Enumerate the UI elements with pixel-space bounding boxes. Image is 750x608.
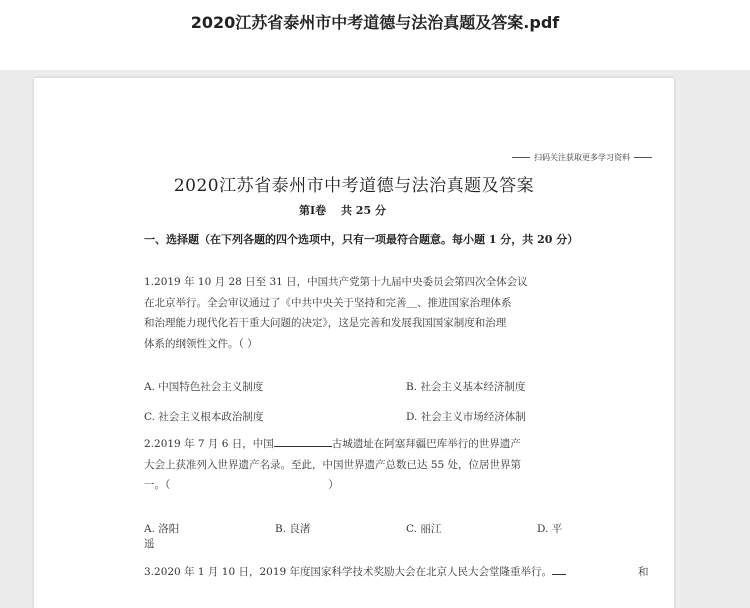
section-heading: 一、选择题（在下列各题的四个选项中，只有一项最符合题意。每小题 1 分，共 20 分） [144, 233, 579, 246]
pdf-page [34, 78, 674, 608]
header-banner [508, 152, 656, 163]
question-3-text: 和 [638, 566, 649, 578]
banner-text: 扫码关注获取更多学习资料 [534, 153, 630, 162]
q1-option-b: B. 社会主义基本经济制度 [406, 381, 526, 393]
question-3 [144, 562, 664, 583]
banner-dash-right [634, 157, 652, 158]
question-1-line: 体系的纲领性文件。（ ） [144, 337, 258, 350]
q1-option-a: A. 中国特色社会主义制度 [144, 381, 264, 393]
question-2-text: ） [328, 479, 339, 491]
answer-blank [552, 563, 566, 575]
question-3-line [144, 562, 664, 583]
volume-heading: 第Ⅰ卷 共 25 分 [299, 204, 386, 217]
q2-option-d: D. 平 [537, 523, 563, 535]
question-2-text: 古城遗址在阿塞拜疆巴库举行的世界遗产 [331, 438, 521, 450]
question-1 [144, 272, 584, 354]
document-title: 2020江苏省泰州市中考道德与法治真题及答案 [173, 176, 535, 196]
question-2-line: 大会上获准列入世界遗产名录。至此，中国世界遗产总数已达 55 处，位居世界第 [144, 458, 522, 471]
answer-blank [274, 435, 332, 447]
question-3-text: 3.2020 年 1 月 10 日，2019 年度国家科学技术奖励大会在北京人民大会堂隆重举行。 [144, 566, 553, 578]
q2-option-b: B. 良渚 [275, 523, 311, 535]
question-2-text: 2.2019 年 7 月 6 日，中国 [144, 438, 274, 450]
question-2-text: 一。（ [144, 479, 171, 491]
viewer-header [0, 0, 750, 70]
question-2-line [144, 475, 584, 496]
q1-option-d: D. 社会主义市场经济体制 [406, 411, 526, 423]
q2-option-c: C. 丽江 [406, 523, 442, 535]
question-1-line: 和治理能力现代化若干重大问题的决定》，这是完善和发展我国国家制度和治理 [144, 317, 507, 329]
file-title: 2020江苏省泰州市中考道德与法治真题及答案.pdf [190, 13, 560, 32]
question-2 [144, 434, 584, 496]
q2-option-d-continued: 遥 [144, 538, 155, 550]
q1-option-c: C. 社会主义根本政治制度 [144, 411, 264, 423]
question-2-line [144, 434, 584, 455]
question-1-line: 1.2019 年 10 月 28 日至 31 日，中国共产党第十九届中央委员会第四次全体会议 [144, 276, 528, 288]
banner-dash-left [512, 157, 530, 158]
question-1-line: 在北京举行。全会审议通过了《中共中央关于坚持和完善＿、推进国家治理体系 [144, 296, 512, 309]
q2-option-a: A. 洛阳 [144, 523, 180, 535]
